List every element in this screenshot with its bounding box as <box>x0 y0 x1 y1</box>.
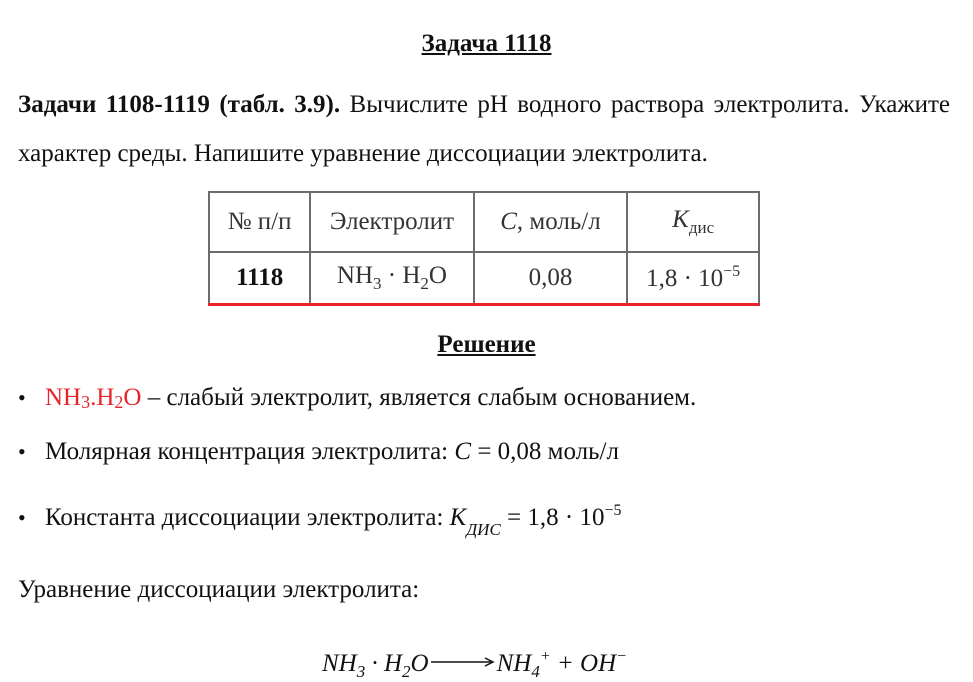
constant-value-exponent: −5 <box>604 502 622 519</box>
header-number: № п/п <box>209 192 310 252</box>
formula-part: O <box>428 262 447 289</box>
cell-concentration: 0,08 <box>474 252 628 305</box>
solution-heading: Решение <box>437 331 536 358</box>
eq-part: NH <box>496 650 532 677</box>
parameters-table <box>208 191 760 306</box>
task-reference: Задачи 1108-1119 (табл. 3.9). <box>18 91 341 118</box>
constant-exponent: −5 <box>723 263 741 280</box>
list-item <box>18 384 696 413</box>
eq-part: NH <box>322 650 357 677</box>
cell-constant <box>627 252 759 305</box>
equation-heading: Уравнение диссоциации электролита: <box>18 576 420 603</box>
task-title: Задача 1118 <box>421 30 552 57</box>
constant-mantissa: 1,8 · 10 <box>646 265 724 292</box>
concentration-unit: , моль/л <box>516 208 601 235</box>
concentration-symbol: C <box>500 208 517 235</box>
constant-var-subscript: ДИС <box>466 520 501 539</box>
bullet-text: Константа диссоциации электролита: <box>45 504 450 531</box>
constant-value: = 1,8 · 10 <box>500 504 605 531</box>
bullet-marker: • <box>18 439 26 464</box>
eq-sup: + <box>539 648 551 665</box>
task-text: Вычислите pH водного раствора электролита. Укажите характер среды. Напишите уравнение диссоциации электролита. <box>18 91 950 167</box>
list-item <box>18 438 619 466</box>
formula-sub: 2 <box>420 274 429 293</box>
electrolyte-formula <box>45 384 141 411</box>
formula-sub: 2 <box>114 392 124 412</box>
constant-symbol: K <box>672 206 689 233</box>
formula-part: O <box>123 384 142 411</box>
cell-number: 1118 <box>209 252 310 305</box>
eq-part: OH <box>580 650 617 677</box>
task-statement <box>18 80 950 178</box>
formula-part: .H <box>90 384 115 411</box>
bullet-text: Молярная концентрация электролита: <box>45 438 455 465</box>
eq-sub: 2 <box>402 662 411 681</box>
constant-subscript: дис <box>688 218 715 237</box>
table-row <box>209 252 759 305</box>
eq-sub: 3 <box>356 662 366 681</box>
formula-sub: 3 <box>373 274 382 293</box>
eq-sub: 4 <box>531 662 540 681</box>
constant-var: K <box>449 504 467 531</box>
formula-sub: 3 <box>81 392 91 412</box>
formula-part: · H <box>381 262 421 289</box>
reaction-arrow-icon <box>429 646 497 674</box>
eq-plus: + <box>550 650 581 677</box>
dissociation-equation <box>322 648 627 682</box>
header-constant <box>627 192 759 252</box>
concentration-value: = 0,08 моль/л <box>471 438 619 465</box>
list-item <box>18 502 622 540</box>
header-electrolyte: Электролит <box>310 192 473 252</box>
bullet-marker: • <box>18 385 26 410</box>
eq-part: · H <box>365 650 403 677</box>
bullet-marker: • <box>18 505 26 530</box>
header-concentration <box>474 192 628 252</box>
cell-electrolyte <box>310 252 473 305</box>
bullet-text: – слабый электролит, является слабым основанием. <box>141 384 697 411</box>
eq-part: O <box>410 650 429 677</box>
formula-part: NH <box>45 384 82 411</box>
formula-part: NH <box>336 262 374 289</box>
table-header-row <box>209 192 759 252</box>
eq-sup: − <box>616 648 627 665</box>
concentration-var: C <box>454 438 472 465</box>
